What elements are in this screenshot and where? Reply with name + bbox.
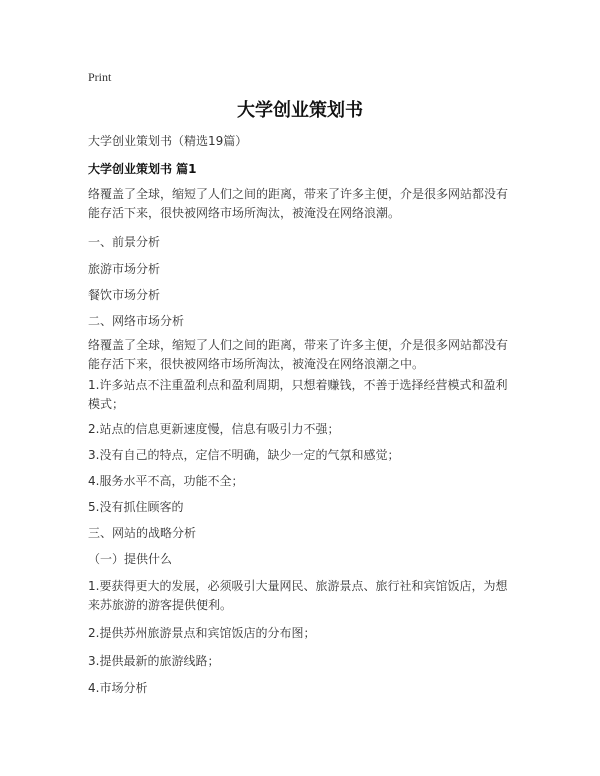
provide-item-3: 3.提供最新的旅游线路； — [88, 654, 220, 668]
list-item-2: 2.站点的信息更新速度慢，信息有吸引力不强； — [88, 422, 340, 436]
section-heading: 大学创业策划书 篇1 — [88, 162, 197, 176]
catering-market-line: 餐饮市场分析 — [88, 288, 161, 302]
print-label: Print — [88, 70, 112, 84]
heading-background-analysis: 一、前景分析 — [88, 235, 161, 249]
intro-paragraph: 络覆盖了全球，缩短了人们之间的距离，带来了许多主便，介是很多网站都没有能存活下来，很快被网络市场所淘汰，被淹没在网络浪潮。 — [88, 187, 509, 220]
document-subtitle: 大学创业策划书（精选19篇） — [88, 134, 248, 148]
list-item-3: 3.没有自己的特点，定信不明确，缺少一定的气氛和感觉； — [88, 448, 400, 462]
network-paragraph: 络覆盖了全球，缩短了人们之间的距离，带来了许多主便，介是很多网站都没有能存活下来，很快被网络市场所淘汰，被淹没在网络浪潮之中。 — [88, 338, 509, 371]
list-item-5: 5.没有抓住顾客的 — [88, 500, 184, 514]
heading-network-analysis: 二、网络市场分析 — [88, 314, 185, 328]
page-title: 大学创业策划书 — [237, 100, 363, 121]
heading-strategy-analysis: 三、网站的战略分析 — [88, 526, 197, 540]
heading-what-to-provide: （一）提供什么 — [88, 552, 173, 566]
tourism-market-line: 旅游市场分析 — [88, 262, 161, 276]
list-item-1: 1.许多站点不注重盈利点和盈利周期，只想着赚钱，不善于选择经营模式和盈利模式； — [88, 378, 508, 411]
list-item-4: 4.服务水平不高，功能不全； — [88, 474, 244, 488]
provide-item-1: 1.要获得更大的发展，必须吸引大量网民、旅游景点、旅行社和宾馆饭店，为想来苏旅游的游客提供便利。 — [88, 579, 508, 612]
provide-item-2: 2.提供苏州旅游景点和宾馆饭店的分布图； — [88, 626, 316, 640]
provide-item-4: 4.市场分析 — [88, 681, 148, 695]
